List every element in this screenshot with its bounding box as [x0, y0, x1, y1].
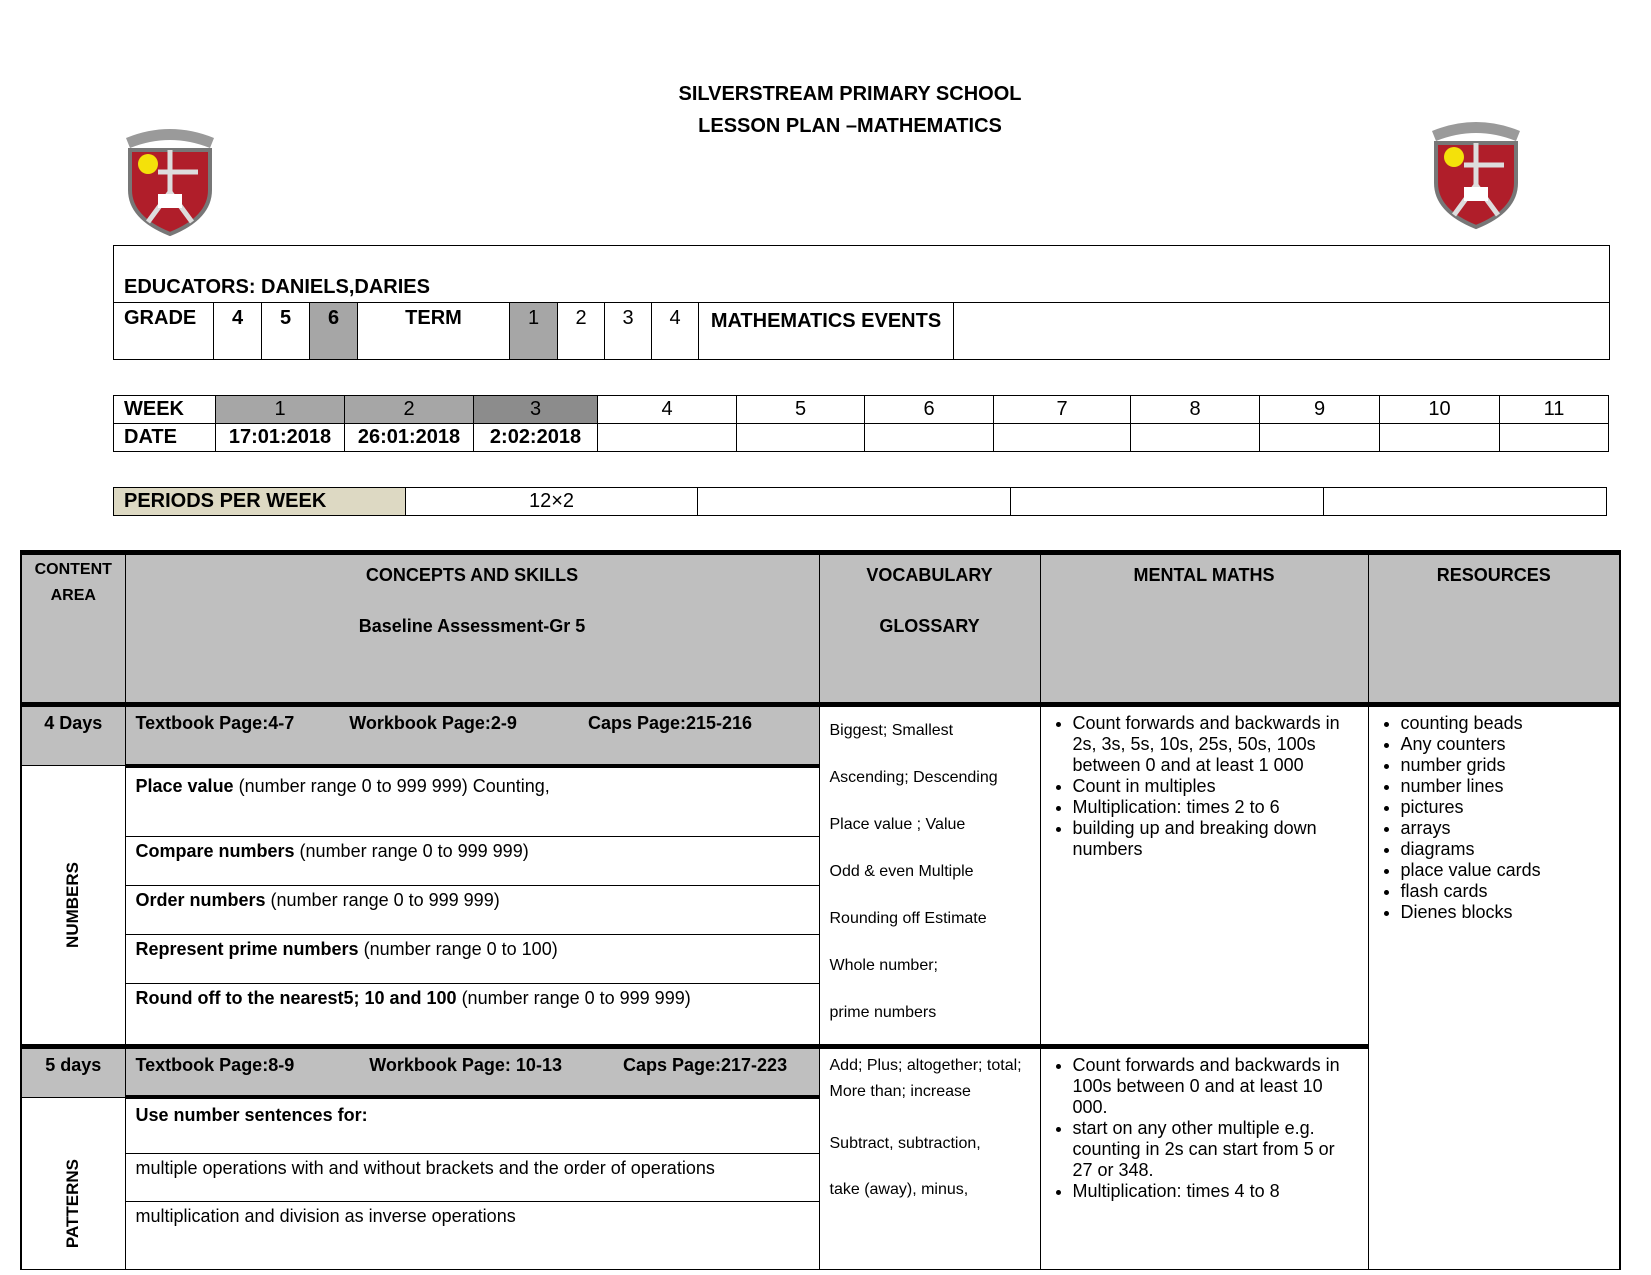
- grade-5: 5: [262, 303, 310, 360]
- patterns-skill-1: Use number sentences for:: [125, 1097, 819, 1154]
- periods-value: 12×2: [406, 488, 698, 516]
- vocab-item: Rounding off Estimate: [829, 910, 987, 927]
- date-week-3: 2:02:2018: [474, 424, 598, 452]
- numbers-workbook: Workbook Page:2-9: [349, 713, 517, 733]
- concepts-heading: CONCEPTS AND SKILLS: [365, 565, 579, 585]
- periods-empty: [1011, 488, 1324, 516]
- grade-4: 4: [214, 303, 262, 360]
- numbers-caps: Caps Page:215-216: [587, 713, 753, 733]
- mental-maths-item: • Multiplication: times 4 to 8: [1073, 1181, 1360, 1202]
- week-11: 11: [1500, 396, 1609, 424]
- numbers-page-refs: [125, 705, 819, 766]
- skill-text: (number range 0 to 999 999): [456, 987, 691, 1008]
- lesson-plan-table: [20, 550, 1621, 1270]
- periods-empty: [698, 488, 1011, 516]
- patterns-area-label: PATTERNS: [63, 1158, 83, 1248]
- week-4: 4: [598, 396, 737, 424]
- vocab-item: Place value ; Value: [829, 816, 966, 833]
- patterns-workbook: Workbook Page: 10-13: [369, 1054, 562, 1075]
- skill-text: (number range 0 to 999 999): [265, 889, 500, 910]
- date-empty: [865, 424, 994, 452]
- numbers-skill-3: [125, 885, 819, 934]
- mental-maths-item: • Count forwards and backwards in 100s between 0 and at least 10 000.: [1073, 1055, 1360, 1118]
- skill-bold: Represent prime numbers: [135, 938, 359, 959]
- numbers-skill-2: [125, 836, 819, 885]
- periods-empty: [1324, 488, 1607, 516]
- patterns-skills-rest: [125, 1154, 819, 1270]
- week-3: 3: [474, 396, 598, 424]
- resources-heading: RESOURCES: [1436, 565, 1551, 585]
- resource-item: • place value cards: [1401, 860, 1612, 881]
- concepts-subheading: Baseline Assessment-Gr 5: [358, 616, 586, 636]
- resources-list: [1377, 713, 1612, 923]
- mental-maths-item: • Multiplication: times 2 to 6: [1073, 797, 1360, 818]
- week-10: 10: [1380, 396, 1500, 424]
- patterns-page-refs: [125, 1046, 819, 1097]
- date-empty: [1131, 424, 1260, 452]
- col-mental-maths: [1040, 553, 1368, 705]
- resource-item: • number lines: [1401, 776, 1612, 797]
- patterns-days: 5 days: [21, 1046, 125, 1097]
- numbers-area-cell: [21, 766, 125, 1047]
- term-1: 1: [510, 303, 558, 360]
- numbers-vocab-list: [830, 707, 1040, 1036]
- school-crest-right: [1424, 115, 1528, 235]
- date-empty: [598, 424, 737, 452]
- subject-label: MATHEMATICS EVENTS: [699, 303, 954, 360]
- term-3: 3: [605, 303, 652, 360]
- vocab-item: Add; Plus; altogether; total; More than; increase: [829, 1056, 1022, 1100]
- patterns-vocab-list: [830, 1053, 1030, 1203]
- vocab-item: Whole number;: [829, 957, 938, 974]
- patterns-caps: Caps Page:217-223: [622, 1054, 788, 1075]
- col-content-area: CONTENT AREA: [21, 553, 125, 705]
- patterns-vocabulary: [819, 1046, 1040, 1270]
- patterns-mental-maths: [1040, 1046, 1368, 1270]
- resource-item: • diagrams: [1401, 839, 1612, 860]
- mental-maths-item: • Count forwards and backwards in 2s, 3s, 5s, 10s, 25s, 50s, 100s between 0 and at least 1 000: [1073, 713, 1360, 776]
- resource-item: • Any counters: [1401, 734, 1612, 755]
- skill-bold: Compare numbers: [135, 840, 295, 861]
- educators-label: EDUCATORS: DANIELS,DARIES: [124, 276, 430, 298]
- skill-text: (number range 0 to 999 999): [294, 840, 529, 861]
- vocab-item: Subtract, subtraction,: [829, 1134, 981, 1152]
- term-label: TERM: [358, 303, 510, 360]
- term-2: 2: [558, 303, 605, 360]
- resource-item: • pictures: [1401, 797, 1612, 818]
- week-8: 8: [1131, 396, 1260, 424]
- skill-bold: Order numbers: [135, 889, 266, 910]
- patterns-textbook: Textbook Page:8-9: [135, 1054, 295, 1075]
- mental-maths-item: • Count in multiples: [1073, 776, 1360, 797]
- page-title: LESSON PLAN –MATHEMATICS: [698, 115, 1002, 137]
- week-5: 5: [737, 396, 865, 424]
- numbers-mental-maths: [1040, 705, 1368, 1047]
- date-empty: [737, 424, 865, 452]
- mental-maths-item: • start on any other multiple e.g. counting in 2s can start from 5 or 27 or 348.: [1073, 1118, 1360, 1181]
- patterns-skill-3: multiplication and division as inverse operations: [135, 1206, 516, 1226]
- numbers-textbook: Textbook Page:4-7: [135, 713, 295, 733]
- resource-item: • arrays: [1401, 818, 1612, 839]
- week-9: 9: [1260, 396, 1380, 424]
- date-empty: [994, 424, 1131, 452]
- date-empty: [1500, 424, 1609, 452]
- numbers-area-label: NUMBERS: [63, 861, 83, 948]
- vocab-item: take (away), minus,: [829, 1180, 969, 1198]
- week-label: WEEK: [114, 396, 216, 424]
- numbers-vocabulary: [819, 705, 1040, 1047]
- resource-item: • number grids: [1401, 755, 1612, 776]
- patterns-mental-list: [1049, 1055, 1360, 1202]
- numbers-days: 4 Days: [21, 705, 125, 766]
- skill-text: (number range 0 to 999 999) Counting,: [233, 775, 550, 796]
- col-vocabulary: [819, 553, 1040, 705]
- col-resources: [1368, 553, 1620, 705]
- grade-label: GRADE: [114, 303, 214, 360]
- vocab-item: Biggest; Smallest: [829, 722, 954, 739]
- week-2: 2: [345, 396, 474, 424]
- date-week-1: 17:01:2018: [216, 424, 345, 452]
- vocab-item: prime numbers: [829, 1004, 937, 1021]
- educator-box: [113, 245, 1610, 360]
- school-crest-left: [118, 122, 222, 242]
- grade-term-table: [113, 302, 1610, 360]
- date-week-2: 26:01:2018: [345, 424, 474, 452]
- date-label: DATE: [114, 424, 216, 452]
- glossary-heading: GLOSSARY: [879, 616, 980, 636]
- date-empty: [1380, 424, 1500, 452]
- grade-6: 6: [310, 303, 358, 360]
- grade-empty-cell: [954, 303, 1610, 360]
- numbers-skill-4: [125, 934, 819, 983]
- skill-bold: Place value: [135, 775, 234, 796]
- week-1: 1: [216, 396, 345, 424]
- vocab-item: Odd & even Multiple: [829, 863, 974, 880]
- skill-text: (number range 0 to 100): [358, 938, 558, 959]
- resources-cell: [1368, 705, 1620, 1270]
- week-6: 6: [865, 396, 994, 424]
- numbers-mental-list: [1049, 713, 1360, 860]
- skill-bold: Round off to the nearest5; 10 and 100: [135, 987, 457, 1008]
- patterns-skill-2: multiple operations with and without brackets and the order of operations: [126, 1154, 819, 1202]
- vocabulary-heading: VOCABULARY: [866, 565, 993, 585]
- school-name: SILVERSTREAM PRIMARY SCHOOL: [678, 83, 1022, 105]
- periods-label: PERIODS PER WEEK: [114, 488, 406, 516]
- resource-item: • Dienes blocks: [1401, 902, 1612, 923]
- numbers-skill-1: [125, 766, 819, 837]
- patterns-area-cell: [21, 1097, 125, 1270]
- resource-item: • counting beads: [1401, 713, 1612, 734]
- date-empty: [1260, 424, 1380, 452]
- term-4: 4: [652, 303, 699, 360]
- week-date-table: [113, 395, 1609, 452]
- mental-maths-item: • building up and breaking down numbers: [1073, 818, 1360, 860]
- numbers-skill-5: [125, 983, 819, 1046]
- mental-maths-heading: MENTAL MATHS: [1133, 565, 1275, 585]
- periods-table: [113, 487, 1607, 516]
- col-concepts: [125, 553, 819, 705]
- week-7: 7: [994, 396, 1131, 424]
- resource-item: • flash cards: [1401, 881, 1612, 902]
- vocab-item: Ascending; Descending: [829, 769, 998, 786]
